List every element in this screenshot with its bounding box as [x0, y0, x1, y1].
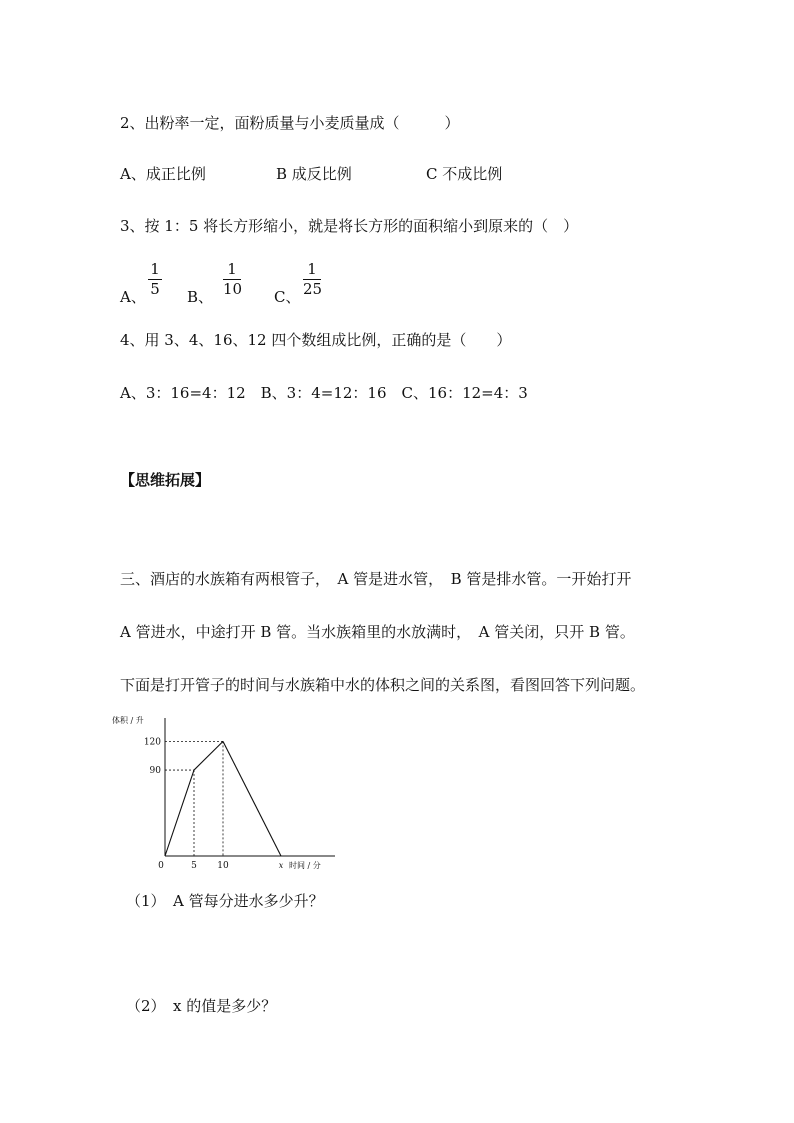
- q3-option-c-denominator: 25: [303, 280, 323, 298]
- sub-question-1: （1） A 管每分进水多少升？: [126, 892, 324, 910]
- q3-option-a-fraction: [148, 262, 162, 297]
- q3-option-b-denominator: 10: [223, 280, 243, 298]
- x-axis-label: 时间 / 分: [289, 861, 321, 870]
- q3-option-b-numerator: 1: [227, 260, 237, 278]
- q3-option-a-numerator: 1: [150, 260, 160, 278]
- sub-question-2: （2） x 的值是多少？: [126, 997, 277, 1015]
- q3-stem: 3、按 1：5 将长方形缩小，就是将长方形的面积缩小到原来的（ ）: [120, 217, 579, 235]
- q3-option-a-label: A、: [120, 288, 146, 306]
- x-tick-label-5: 5: [191, 861, 197, 871]
- q2-stem: 2、出粉率一定，面粉质量与小麦质量成（ ）: [120, 114, 460, 132]
- q3-option-b-label: B、: [187, 288, 214, 306]
- q2-option-c: C 不成比例: [426, 165, 503, 183]
- line-segment-0: [165, 770, 194, 856]
- q4-options: A、3：16=4：12 B、3：4=12：16 C、16：12=4：3: [120, 384, 528, 402]
- line-segment-1: [194, 741, 223, 770]
- q3-option-c-fraction: [303, 262, 321, 297]
- problem3-line1: 三、酒店的水族箱有两根管子， A 管是进水管， B 管是排水管。一开始打开: [120, 570, 632, 588]
- q2-option-a: A、成正比例: [120, 165, 206, 183]
- volume-time-chart: [110, 712, 350, 877]
- problem3-line2: A 管进水，中途打开 B 管。当水族箱里的水放满时， A 管关闭，只开 B 管。: [120, 623, 635, 641]
- line-segment-2: [223, 741, 281, 856]
- problem3-line3: 下面是打开管子的时间与水族箱中水的体积之间的关系图，看图回答下列问题。: [120, 676, 646, 694]
- q4-stem: 4、用 3、4、16、12 四个数组成比例，正确的是（ ）: [120, 331, 512, 349]
- y-axis-label: 体积 / 升: [112, 716, 144, 725]
- q3-option-b-fraction: [223, 262, 241, 297]
- q3-option-c-label: C、: [274, 288, 301, 306]
- x-tick-label-10: 10: [217, 861, 229, 871]
- q3-option-a-denominator: 5: [150, 280, 160, 298]
- q2-option-b: B 成反比例: [276, 165, 352, 183]
- x-tick-label-x: x: [278, 861, 284, 870]
- q3-option-c-numerator: 1: [307, 260, 317, 278]
- y-tick-label-120: 120: [143, 737, 161, 748]
- x-tick-label-0: 0: [158, 861, 164, 871]
- y-tick-label-90: 90: [149, 766, 161, 777]
- section-title: 【思维拓展】: [120, 471, 211, 489]
